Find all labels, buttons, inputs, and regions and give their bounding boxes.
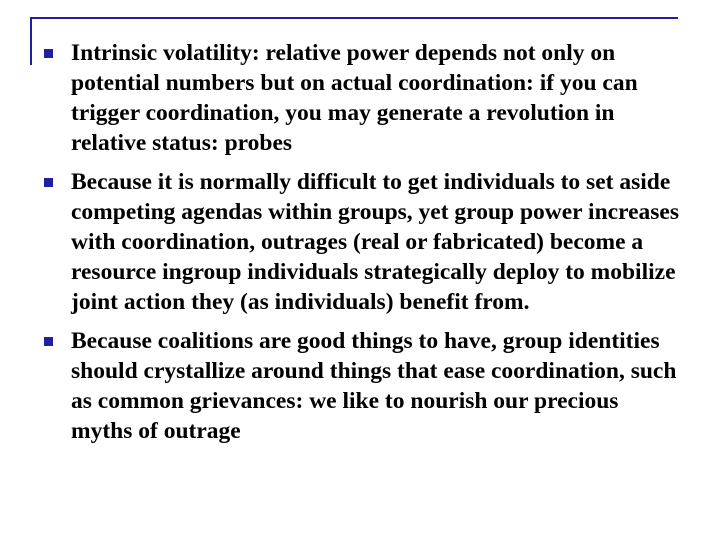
slide-frame-left-line xyxy=(30,17,32,65)
bullet-item-3 xyxy=(44,326,680,446)
bullet-text-3: Because coalitions are good things to have, group identities should crystallize around things that ease coordination, such as common grievances: we like to nourish our precious myths of outrage xyxy=(71,328,677,444)
bullet-text-2: Because it is normally difficult to get individuals to set aside competing agendas within groups, yet group power increases with coordination, outrages (real or fabricated) become a resource ingroup individuals strategically deploy to mobilize joint action they (as individuals) benefit from. xyxy=(71,169,679,315)
square-bullet-icon xyxy=(44,178,53,187)
square-bullet-icon xyxy=(44,49,53,58)
bullet-item-2 xyxy=(44,167,680,317)
square-bullet-icon xyxy=(44,337,53,346)
bullet-text-1: Intrinsic volatility: relative power depends not only on potential numbers but on actual coordination: if you can trigger coordination, you may generate a revolution in relative status: probes xyxy=(71,40,638,156)
bullet-item-1 xyxy=(44,38,680,158)
slide-frame-top-line xyxy=(30,17,678,19)
bullet-list xyxy=(44,38,680,455)
